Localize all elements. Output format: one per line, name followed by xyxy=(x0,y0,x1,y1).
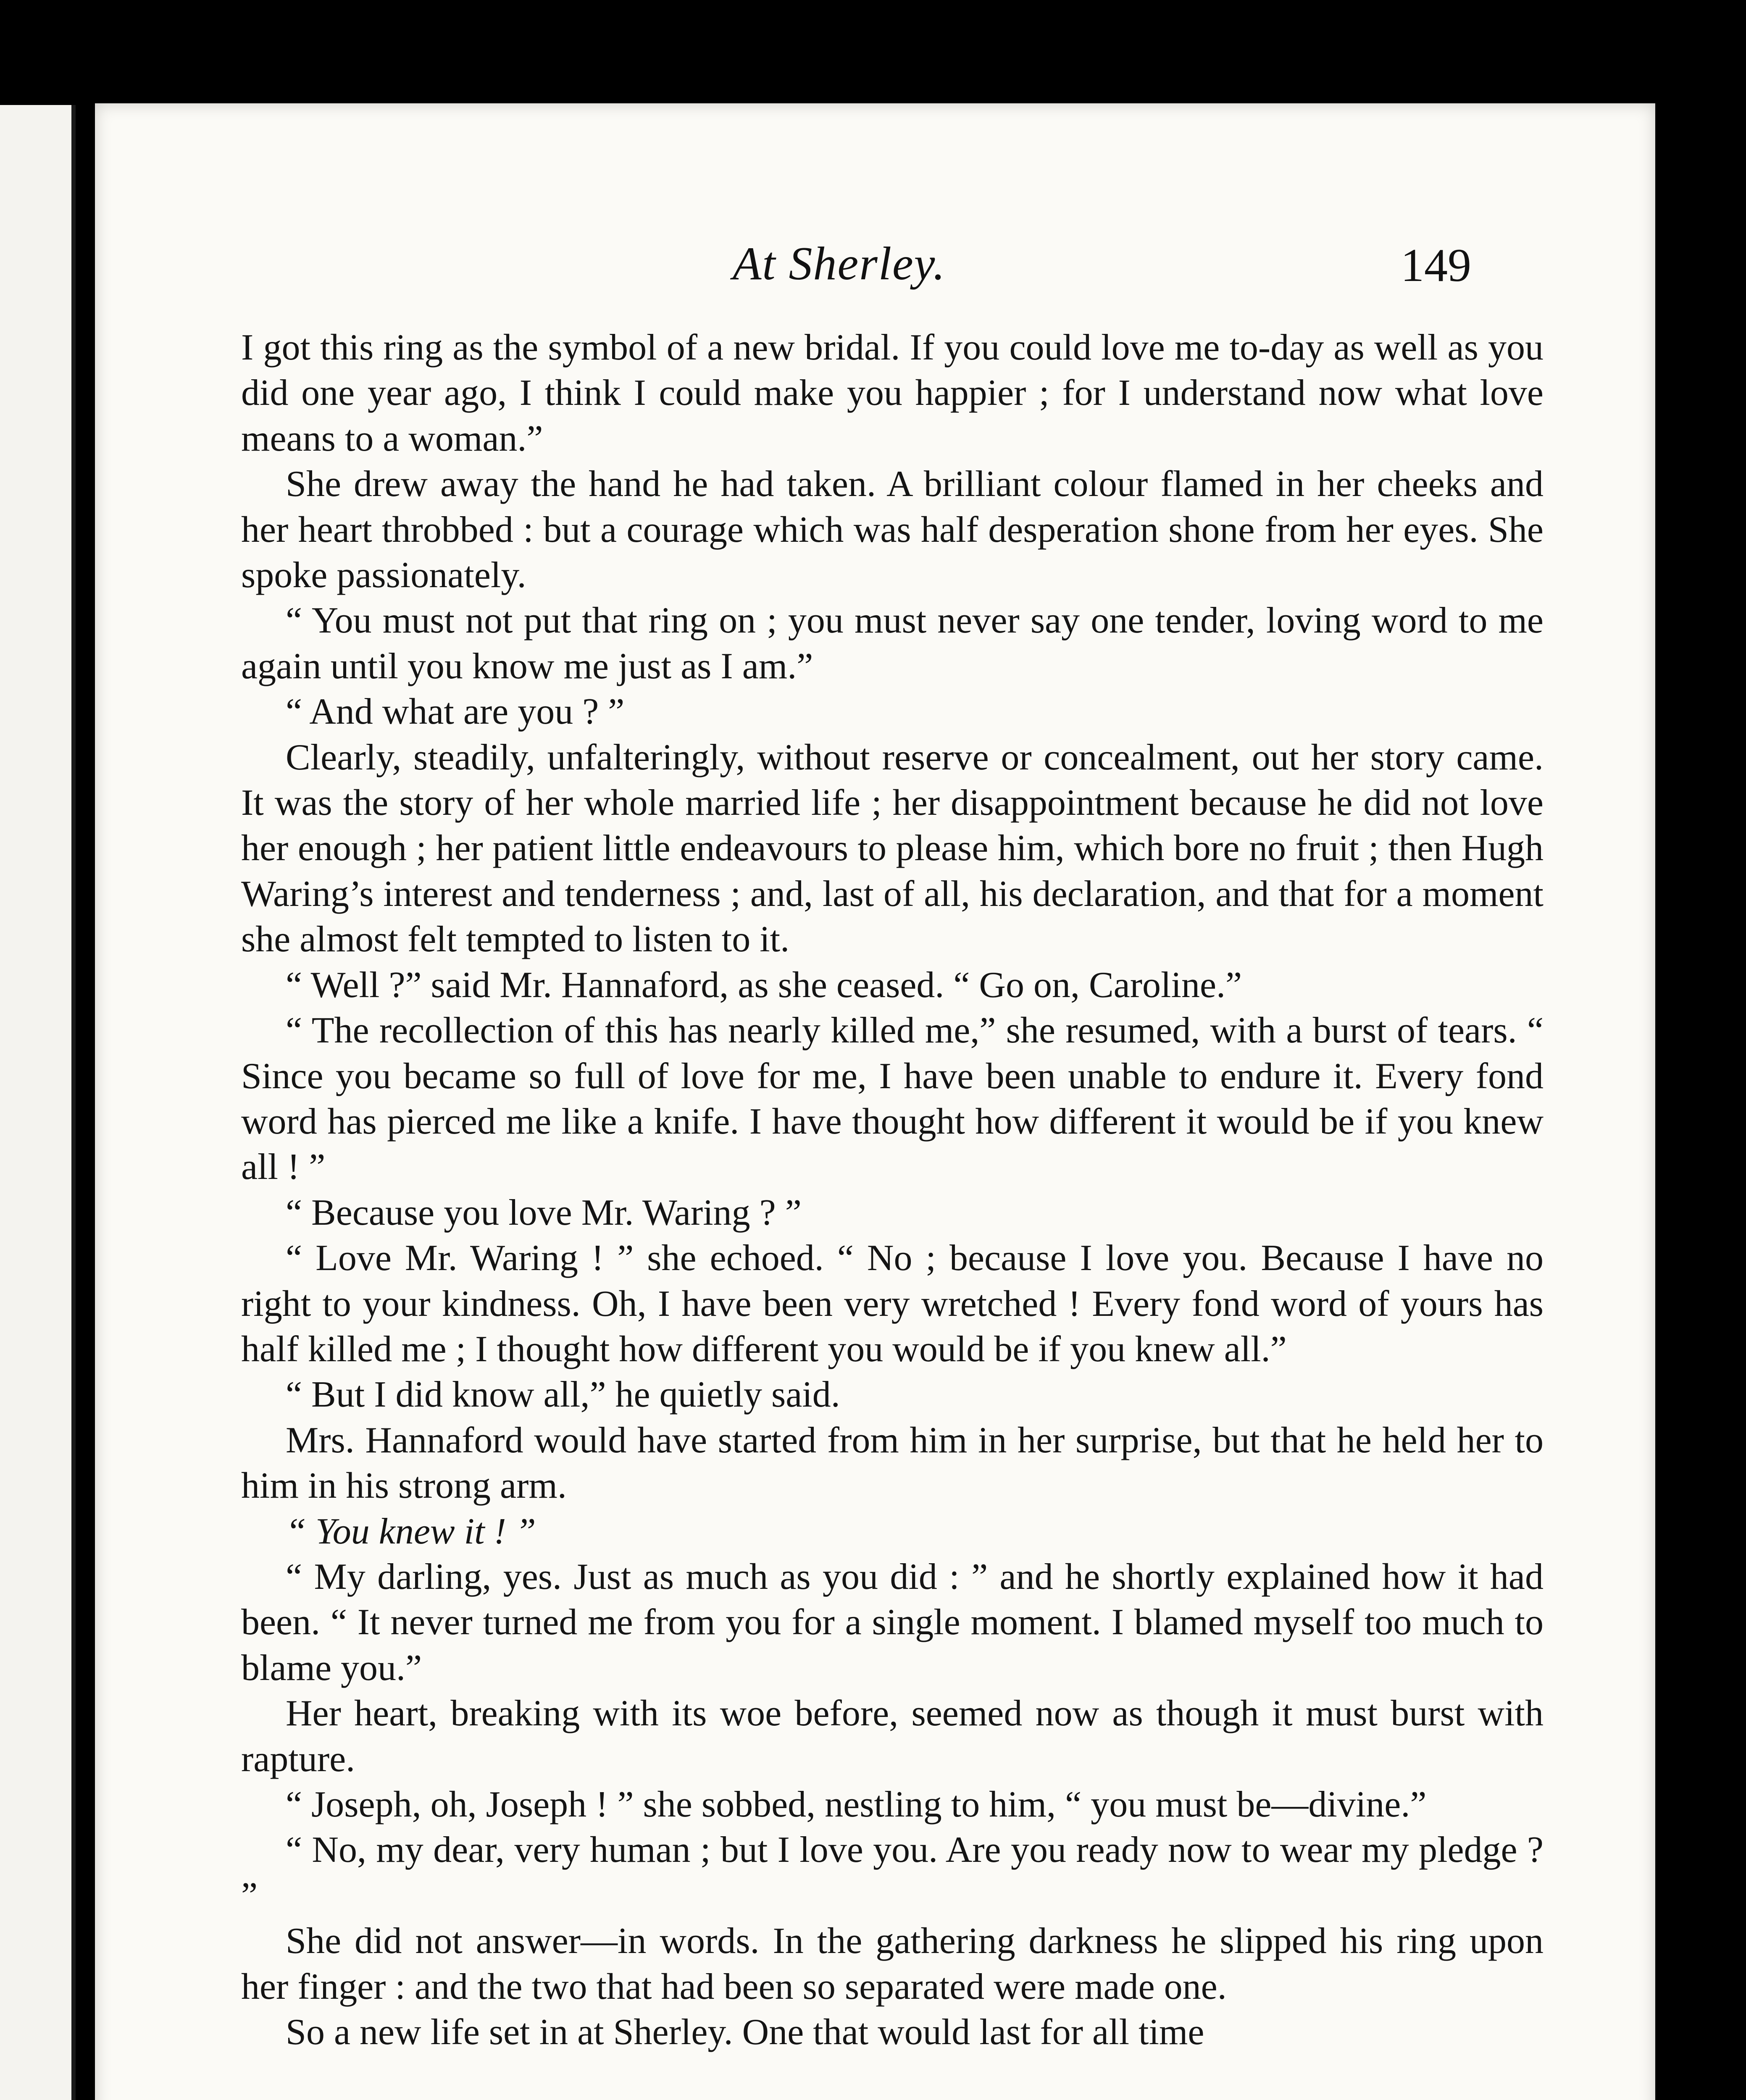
facing-page-edge xyxy=(0,105,76,2100)
paragraph: She drew away the hand he had taken. A brilliant colour flamed in her cheeks and her heart throbbed : but a courage which was half desperation shone from her eyes. She spoke passionately. xyxy=(241,464,1544,596)
running-header xyxy=(95,237,1655,296)
paragraph-italic: “ You knew it ! ” xyxy=(286,1511,536,1552)
paragraph: So a new life set in at Sherley. One that would last for all time xyxy=(286,2012,1204,2053)
page-number: 149 xyxy=(1401,239,1471,291)
paragraph: “ No, my dear, very human ; but I love you. Are you ready now to wear my pledge ? ” xyxy=(241,1830,1544,1916)
paragraph: Clearly, steadily, unfalteringly, without reserve or concealment, out her story came. It was the story of her whole married life ; her disappointment because he did not love her enough ; her patient little endeavours to please him, which bore no fruit ; then Hugh Waring’s interest and tenderness ; and, last of all, his declaration, and that for a moment she almost felt tempted to listen to it. xyxy=(241,737,1544,960)
paragraph: “ You must not put that ring on ; you must never say one tender, loving word to me again until you know me just as I am.” xyxy=(241,600,1544,687)
paragraph: She did not answer—in words. In the gathering darkness he slipped his ring upon her finger : and the two that had been so separated were made one. xyxy=(241,1921,1544,2007)
paragraph: “ Joseph, oh, Joseph ! ” she sobbed, nestling to him, “ you must be—divine.” xyxy=(286,1784,1427,1825)
paragraph: “ And what are you ? ” xyxy=(286,691,625,732)
book-page xyxy=(95,103,1655,2100)
running-title: At Sherley. xyxy=(733,238,946,290)
paragraph: “ The recollection of this has nearly killed me,” she resumed, with a burst of tears. “ Since you became so full of love for me, I have been unable to endure it. Every fond word has pierced me like a knife. I have thought how different it would be if you knew all ! ” xyxy=(241,1010,1544,1188)
paragraph: I got this ring as the symbol of a new bridal. If you could love me to-day as well as you did one year ago, I think I could make you happier ; for I understand now what love means to a woman.” xyxy=(241,327,1544,459)
paragraph: “ Because you love Mr. Waring ? ” xyxy=(286,1192,802,1233)
paragraph: Mrs. Hannaford would have started from him in her surprise, but that he held her to him in his strong arm. xyxy=(241,1420,1544,1507)
paragraph: Her heart, breaking with its woe before, seemed now as though it must burst with rapture. xyxy=(241,1693,1544,1780)
paragraph: “ Well ?” said Mr. Hannaford, as she ceased. “ Go on, Caroline.” xyxy=(286,964,1242,1005)
body-text xyxy=(241,325,1544,2055)
paragraph: “ Love Mr. Waring ! ” she echoed. “ No ; because I love you. Because I have no right to your kindness. Oh, I have been very wretched ! Every fond word of yours has half killed me ; I thought how different you would be if you knew all.” xyxy=(241,1238,1544,1370)
paragraph: “ My darling, yes. Just as much as you did : ” and he shortly explained how it had been. “ It never turned me from you for a single moment. I blamed myself too much to blame you.” xyxy=(241,1556,1544,1688)
paragraph: “ But I did know all,” he quietly said. xyxy=(286,1374,840,1415)
